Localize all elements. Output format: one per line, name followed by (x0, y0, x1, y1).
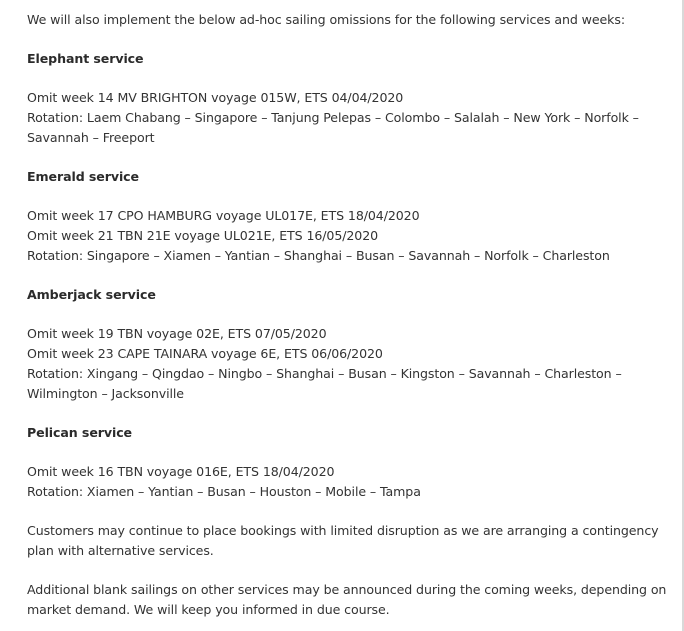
omission-line: Omit week 21 TBN 21E voyage UL021E, ETS 16/05/2020 (27, 228, 379, 243)
spacer (27, 443, 657, 462)
rotation-line: Rotation: Singapore – Xiamen – Yantian – Shanghai – Busan – Savannah – Norfolk – Charleston (27, 248, 610, 263)
spacer (27, 266, 657, 285)
paragraph-line: Additional blank sailings on other services may be announced during the coming weeks, depending on (27, 582, 667, 597)
paragraph-line: market demand. We will keep you informed in due course. (27, 602, 390, 617)
service-section-amberjack (27, 285, 657, 404)
spacer (27, 148, 657, 167)
rotation-line: Rotation: Laem Chabang – Singapore – Tanjung Pelepas – Colombo – Salalah – New York – Norfolk – (27, 110, 639, 125)
omission-line: Omit week 16 TBN voyage 016E, ETS 18/04/2020 (27, 464, 335, 479)
paragraph-line: plan with alternative services. (27, 543, 214, 558)
spacer (27, 404, 657, 423)
service-heading: Emerald service (27, 169, 139, 184)
paragraph-line: Customers may continue to place bookings with limited disruption as we are arranging a contingency (27, 523, 659, 538)
omission-line: Omit week 14 MV BRIGHTON voyage 015W, ETS 04/04/2020 (27, 90, 404, 105)
omission-line: Omit week 23 CAPE TAINARA voyage 6E, ETS 06/06/2020 (27, 346, 383, 361)
rotation-line-continued: Savannah – Freeport (27, 130, 155, 145)
omission-line: Omit week 19 TBN voyage 02E, ETS 07/05/2020 (27, 326, 327, 341)
service-heading: Amberjack service (27, 287, 156, 302)
rotation-line-continued: Wilmington – Jacksonville (27, 386, 184, 401)
spacer (27, 502, 657, 521)
service-section-elephant (27, 49, 657, 148)
spacer (27, 187, 657, 206)
spacer (27, 561, 657, 580)
service-section-emerald (27, 167, 657, 266)
service-heading: Elephant service (27, 51, 144, 66)
spacer (27, 69, 657, 88)
service-section-pelican (27, 423, 657, 502)
spacer (27, 305, 657, 324)
closing-paragraph-contingency (27, 521, 657, 561)
spacer (27, 30, 657, 49)
closing-paragraph-additional (27, 580, 667, 620)
rotation-line: Rotation: Xiamen – Yantian – Busan – Houston – Mobile – Tampa (27, 484, 421, 499)
announcement-document (27, 10, 667, 620)
omission-line: Omit week 17 CPO HAMBURG voyage UL017E, ETS 18/04/2020 (27, 208, 420, 223)
rotation-line: Rotation: Xingang – Qingdao – Ningbo – Shanghai – Busan – Kingston – Savannah – Charleston – (27, 366, 622, 381)
service-heading: Pelican service (27, 425, 132, 440)
intro-text: We will also implement the below ad-hoc sailing omissions for the following services and weeks: (27, 12, 625, 27)
